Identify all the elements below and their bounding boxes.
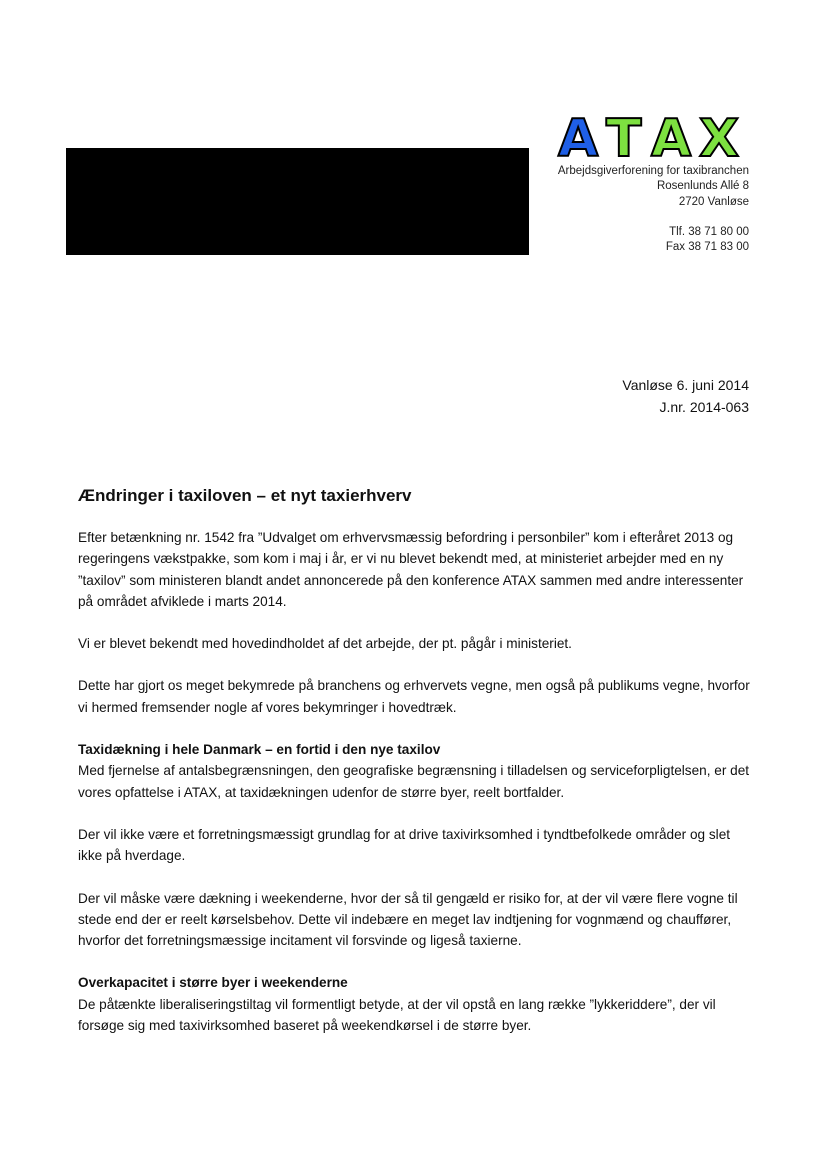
section-heading: Taxidækning i hele Danmark – en fortid i den nye taxilov <box>78 742 441 758</box>
org-line: Arbejdsgiverforening for taxibranchen <box>557 165 749 177</box>
atax-logo <box>556 112 750 162</box>
logo-letter-x: X <box>699 112 740 162</box>
date-block <box>622 374 749 418</box>
paragraph: Der vil ikke være et forretningsmæssigt grundlag for at drive taxivirksomhed i tyndtbefolkede områder og slet ikke på hverdage. <box>78 826 731 864</box>
phone-number: Tlf. 38 71 80 00 <box>669 225 749 238</box>
letter-date: Vanløse 6. juni 2014 <box>622 377 749 393</box>
section-overcapacity <box>78 972 753 1036</box>
section-taxi-coverage <box>78 739 753 803</box>
paragraph: Efter betænkning nr. 1542 fra ”Udvalget om erhvervsmæssig befordring i personbiler” kom i efteråret 2013 og regeringens vækstpakke, som kom i maj i år, er vi nu blevet bekendt med, at ministeriet arbejder med en ny ”taxilov” som ministeren blandt andet annoncerede på den konference ATAX sammen med andre interessenter på området afviklede i marts 2014. <box>78 530 744 609</box>
org-line: Rosenlunds Allé 8 <box>656 180 749 193</box>
letter-body <box>78 485 753 1057</box>
paragraph: Der vil måske være dækning i weekenderne, hvor der så til gengæld er risiko for, at der vil være flere vogne til stede end der er reelt kørselsbehov. Dette vil indebære en meget lav indtjening for vognmænd og chauffører, hvorfor det forretningsmæssige incitament vil forsvinde og ligeså taxierne. <box>78 890 738 949</box>
section-heading: Overkapacitet i større byer i weekenderne <box>78 975 348 991</box>
fax-number: Fax 38 71 83 00 <box>665 241 749 254</box>
paragraph-text: Med fjernelse af antalsbegrænsningen, den geografiske begrænsning i tilladelsen og serviceforpligtelsen, er det vores opfattelse i ATAX, at taxidækningen udenfor de større byer, reelt bortfalder. <box>78 763 750 800</box>
logo-letter-t: T <box>606 112 642 162</box>
logo-letter-a1: A <box>558 112 599 162</box>
logo-letter-a2: A <box>651 112 692 162</box>
paragraph: Vi er blevet bekendt med hovedindholdet af det arbejde, der pt. pågår i ministeriet. <box>78 636 572 652</box>
paragraph-text: De påtænkte liberaliseringstiltag vil formentligt betyde, at der vil opstå en lang række ”lykkeriddere”, der vil forsøge sig med taxivirksomhed baseret på weekendkørsel i de større byer. <box>78 996 716 1034</box>
letter-title: Ændringer i taxiloven – et nyt taxierhverv <box>78 486 412 505</box>
redacted-block <box>66 148 529 255</box>
journal-number: J.nr. 2014-063 <box>659 399 749 415</box>
paragraph: Dette har gjort os meget bekymrede på branchens og erhvervets vegne, men også på publikums vegne, hvorfor vi hermed fremsender nogle af vores bekymringer i hovedtræk. <box>78 678 750 715</box>
organisation-address <box>558 164 749 255</box>
org-line: 2720 Vanløse <box>678 195 749 208</box>
